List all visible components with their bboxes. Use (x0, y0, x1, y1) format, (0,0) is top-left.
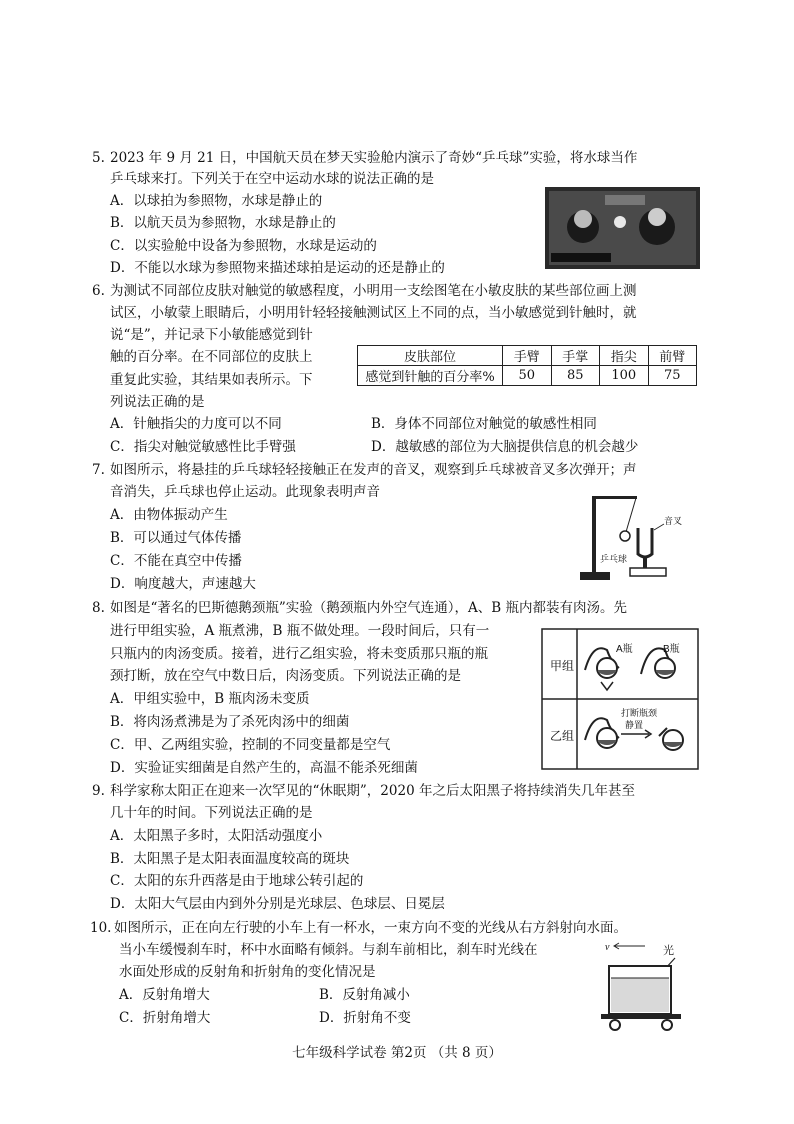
table-cell: 感觉到针触的百分率% (358, 366, 503, 386)
table-cell: 指尖 (600, 346, 649, 366)
q7-tuning-fork-figure (570, 488, 700, 584)
q9-option-c: C．太阳的东升西落是由于地球公转引起的 (110, 873, 364, 889)
q9-option-a: A．太阳黑子多时，太阳活动强度小 (110, 828, 323, 844)
q9-option-b: B．太阳黑子是太阳表面温度较高的斑块 (110, 851, 350, 867)
tuning-fork-label: 音叉 (664, 516, 683, 526)
table-cell: 75 (648, 366, 697, 386)
q6-stem-line5: 重复此实验，其结果如表所示。下 (110, 372, 313, 388)
velocity-label: v (605, 942, 610, 953)
q7-number: 7. (92, 462, 105, 478)
q9-stem-line1: 科学家称太阳正在迎来一次罕见的“休眠期”，2020 年之后太阳黑子将持续消失几年甚至 (110, 783, 635, 799)
q6-stem-line2: 试区，小敏蒙上眼睛后，小明用针轻轻接触测试区上不同的点，当小敏感觉到针触时，就 (110, 305, 637, 321)
q8-stem-line3: 只瓶内的肉汤变质。接着，进行乙组实验，将未变质那只瓶的瓶 (110, 646, 488, 662)
q8-option-a: A．甲组实验中，B 瓶肉汤未变质 (110, 691, 310, 707)
table-cell: 皮肤部位 (358, 346, 503, 366)
table-row (358, 366, 697, 386)
q10-number: 10. (90, 920, 112, 936)
skin-sensitivity-table (357, 345, 697, 386)
group-jia-label: 甲组 (550, 659, 575, 673)
table-header-row (358, 346, 697, 366)
q10-option-d: D．折射角不变 (319, 1010, 411, 1026)
table-cell: 85 (551, 366, 600, 386)
q6-option-d: D．越敏感的部位为大脑提供信息的机会越少 (371, 439, 639, 455)
q8-stem-line1: 如图是“著名的巴斯德鹅颈瓶”实验（鹅颈瓶内外空气连通），A、B 瓶内都装有肉汤。先 (110, 600, 628, 616)
table-cell: 手掌 (551, 346, 600, 366)
stand-label: 静置 (625, 720, 644, 730)
q5-astronaut-photo (545, 187, 700, 269)
q8-swan-neck-flask-figure (541, 628, 699, 770)
q10-stem-line1: 如图所示，正在向左行驶的小车上有一杯水，一束方向不变的光线从右方斜射向水面。 (114, 920, 627, 936)
q9-option-d: D．太阳大气层由内到外分别是光球层、色球层、日冕层 (110, 896, 445, 912)
q10-stem-line2: 当小车缓慢刹车时，杯中水面略有倾斜。与刹车前相比，刹车时光线在 (119, 942, 538, 958)
flask-b-label: B瓶 (663, 644, 680, 655)
table-cell: 前臂 (648, 346, 697, 366)
q10-option-b: B．反射角减小 (319, 987, 410, 1003)
group-yi-label: 乙组 (550, 729, 575, 743)
q8-option-d: D．实验证实细菌是自然产生的，高温不能杀死细菌 (110, 760, 418, 776)
q7-option-b: B．可以通过气体传播 (110, 530, 242, 546)
q6-option-b: B．身体不同部位对触觉的敏感性相同 (371, 416, 597, 432)
q5-option-d: D．不能以水球为参照物来描述球拍是运动的还是静止的 (110, 260, 445, 276)
q8-number: 8. (92, 600, 105, 616)
q10-option-a: A．反射角增大 (119, 987, 210, 1003)
flask-a-label: A瓶 (616, 644, 633, 655)
q6-option-a: A．针触指尖的力度可以不同 (110, 416, 282, 432)
q7-option-a: A．由物体振动产生 (110, 507, 228, 523)
q10-cart-cup-figure (597, 938, 697, 1034)
q8-stem-line2: 进行甲组实验，A 瓶煮沸，B 瓶不做处理。一段时间后，只有一 (110, 623, 490, 639)
q7-option-d: D．响度越大，声速越大 (110, 576, 256, 592)
q8-option-b: B．将肉汤煮沸是为了杀死肉汤中的细菌 (110, 714, 350, 730)
q7-option-c: C．不能在真空中传播 (110, 553, 242, 569)
ping-pong-ball-label: 乒乓球 (600, 554, 628, 564)
q6-stem-line1: 为测试不同部位皮肤对触觉的敏感程度，小明用一支绘图笔在小敏皮肤的某些部位画上测 (110, 283, 637, 299)
q5-stem-line1: 2023 年 9 月 21 日，中国航天员在梦天实验舱内演示了奇妙“乒乓球”实验，将水球当作 (110, 150, 638, 166)
q5-option-b: B．以航天员为参照物，水球是静止的 (110, 215, 336, 231)
q7-stem-line1: 如图所示，将悬挂的乒乓球轻轻接触正在发声的音叉，观察到乒乓球被音叉多次弹开；声 (110, 462, 637, 478)
q5-number: 5. (92, 150, 105, 166)
q6-stem-line6: 列说法正确的是 (110, 394, 205, 410)
q8-stem-line4: 颈打断，放在空气中数日后，肉汤变质。下列说法正确的是 (110, 668, 461, 684)
q10-stem-line3: 水面处形成的反射角和折射角的变化情况是 (119, 964, 376, 980)
q6-stem-line3: 说“是”，并记录下小敏能感觉到针 (110, 327, 313, 343)
q9-stem-line2: 几十年的时间。下列说法正确的是 (110, 805, 313, 821)
q8-option-c: C．甲、乙两组实验，控制的不同变量都是空气 (110, 737, 391, 753)
q6-number: 6. (92, 283, 105, 299)
q7-stem-line2: 音消失，乒乓球也停止运动。此现象表明声音 (110, 484, 380, 500)
q6-option-c: C．指尖对触觉敏感性比手臂强 (110, 439, 296, 455)
q10-option-c: C．折射角增大 (119, 1010, 211, 1026)
light-label: 光 (663, 945, 674, 957)
q6-stem-line4: 触的百分率。在不同部位的皮肤上 (110, 349, 313, 365)
q9-number: 9. (92, 783, 105, 799)
table-cell: 100 (600, 366, 649, 386)
q5-option-c: C．以实验舱中设备为参照物，水球是运动的 (110, 238, 377, 254)
q5-stem-line2: 乒乓球来打。下列关于在空中运动水球的说法正确的是 (110, 171, 434, 187)
table-cell: 手臂 (503, 346, 552, 366)
q5-option-a: A．以球拍为参照物，水球是静止的 (110, 193, 323, 209)
page-footer: 七年级科学试卷 第2页 （共 8 页） (292, 1045, 502, 1061)
table-cell: 50 (503, 366, 552, 386)
break-neck-label: 打断瓶颈 (621, 708, 658, 718)
